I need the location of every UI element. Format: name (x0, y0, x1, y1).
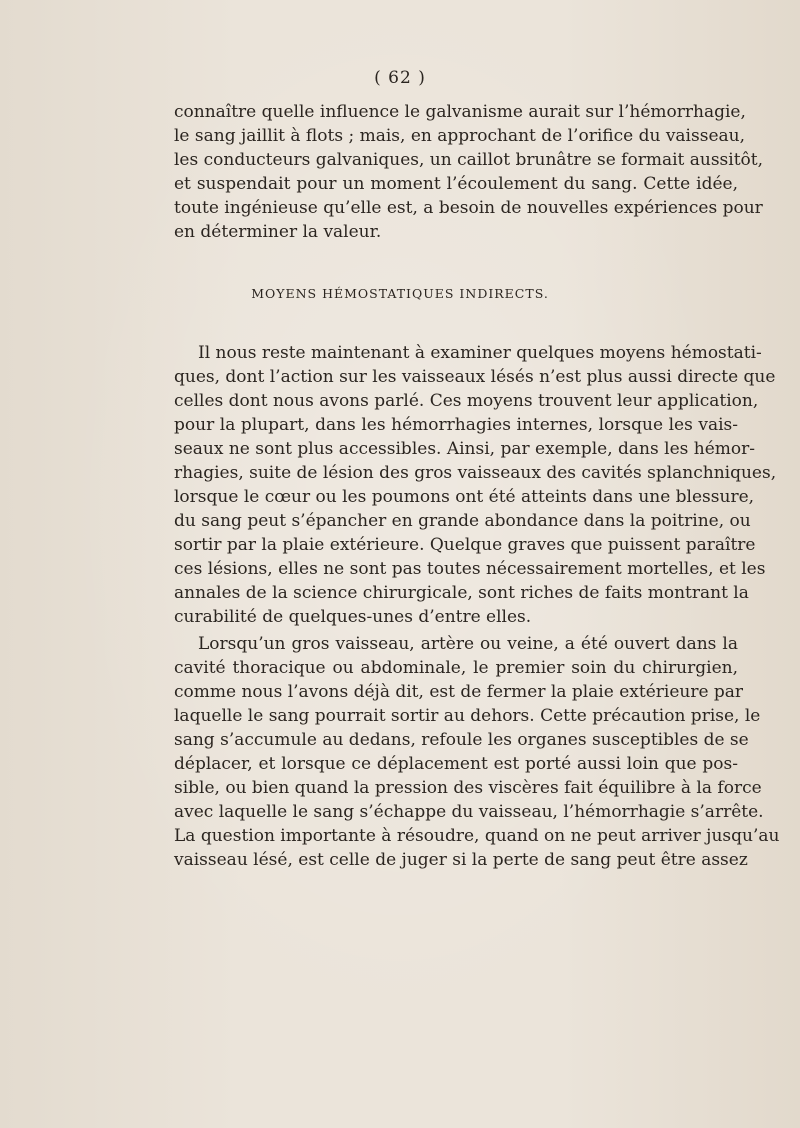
text-line: lorsque le cœur ou les poumons ont été atteints dans une blessure, (174, 487, 755, 507)
text-line: vaisseau lésé, est celle de juger si la perte de sang peut être assez (174, 850, 748, 870)
text-line: sible, ou bien quand la pression des viscères fait équilibre à la force (174, 778, 762, 798)
text-line: laquelle le sang pourrait sortir au dehors. Cette précaution prise, le (174, 706, 761, 726)
text-line: ques, dont l’action sur les vaisseaux lésés n’est plus aussi directe que (174, 367, 776, 387)
text-line: les conducteurs galvaniques, un caillot brunâtre se formait aussitôt, (174, 150, 764, 170)
section-heading: MOYENS HÉMOSTATIQUES INDIRECTS. (251, 286, 549, 301)
text-line: curabilité de quelques-unes d’entre elles. (174, 607, 532, 627)
text-line: comme nous l’avons déjà dit, est de fermer la plaie extérieure par (174, 682, 744, 702)
text-line: le sang jaillit à flots ; mais, en approchant de l’orifice du vaisseau, (174, 126, 745, 146)
text-line: toute ingénieuse qu’elle est, a besoin de nouvelles expériences pour (174, 198, 763, 218)
text-line: ces lésions, elles ne sont pas toutes nécessairement mortelles, et les (174, 559, 766, 579)
text-line: cavité thoracique ou abdominale, le premier soin du chirurgien, (174, 658, 738, 678)
text-line: sortir par la plaie extérieure. Quelque graves que puissent paraître (174, 535, 756, 555)
text-line: annales de la science chirurgicale, sont riches de faits montrant la (174, 583, 749, 603)
text-line: avec laquelle le sang s’échappe du vaisseau, l’hémorrhagie s’arrête. (174, 802, 764, 822)
text-line: en déterminer la valeur. (174, 222, 382, 242)
text-line: rhagies, suite de lésion des gros vaisseaux des cavités splanchniques, (174, 463, 777, 483)
text-line: déplacer, et lorsque ce déplacement est porté aussi loin que pos- (174, 754, 738, 774)
page-number: ( 62 ) (374, 68, 426, 88)
text-line: celles dont nous avons parlé. Ces moyens trouvent leur application, (174, 391, 759, 411)
text-line: Il nous reste maintenant à examiner quelques moyens hémostati- (198, 343, 762, 363)
text-line: La question importante à résoudre, quand on ne peut arriver jusqu’au (174, 826, 780, 846)
text-line: connaître quelle influence le galvanisme aurait sur l’hémorrhagie, (174, 102, 746, 122)
text-line: du sang peut s’épancher en grande abondance dans la poitrine, ou (174, 511, 751, 531)
text-line: seaux ne sont plus accessibles. Ainsi, par exemple, dans les hémor- (174, 439, 755, 459)
text-line: sang s’accumule au dedans, refoule les organes susceptibles de se (174, 730, 749, 750)
text-line: Lorsqu’un gros vaisseau, artère ou veine, a été ouvert dans la (198, 634, 738, 654)
text-line: pour la plupart, dans les hémorrhagies internes, lorsque les vais- (174, 415, 738, 435)
text-line: et suspendait pour un moment l’écoulement du sang. Cette idée, (174, 174, 738, 194)
